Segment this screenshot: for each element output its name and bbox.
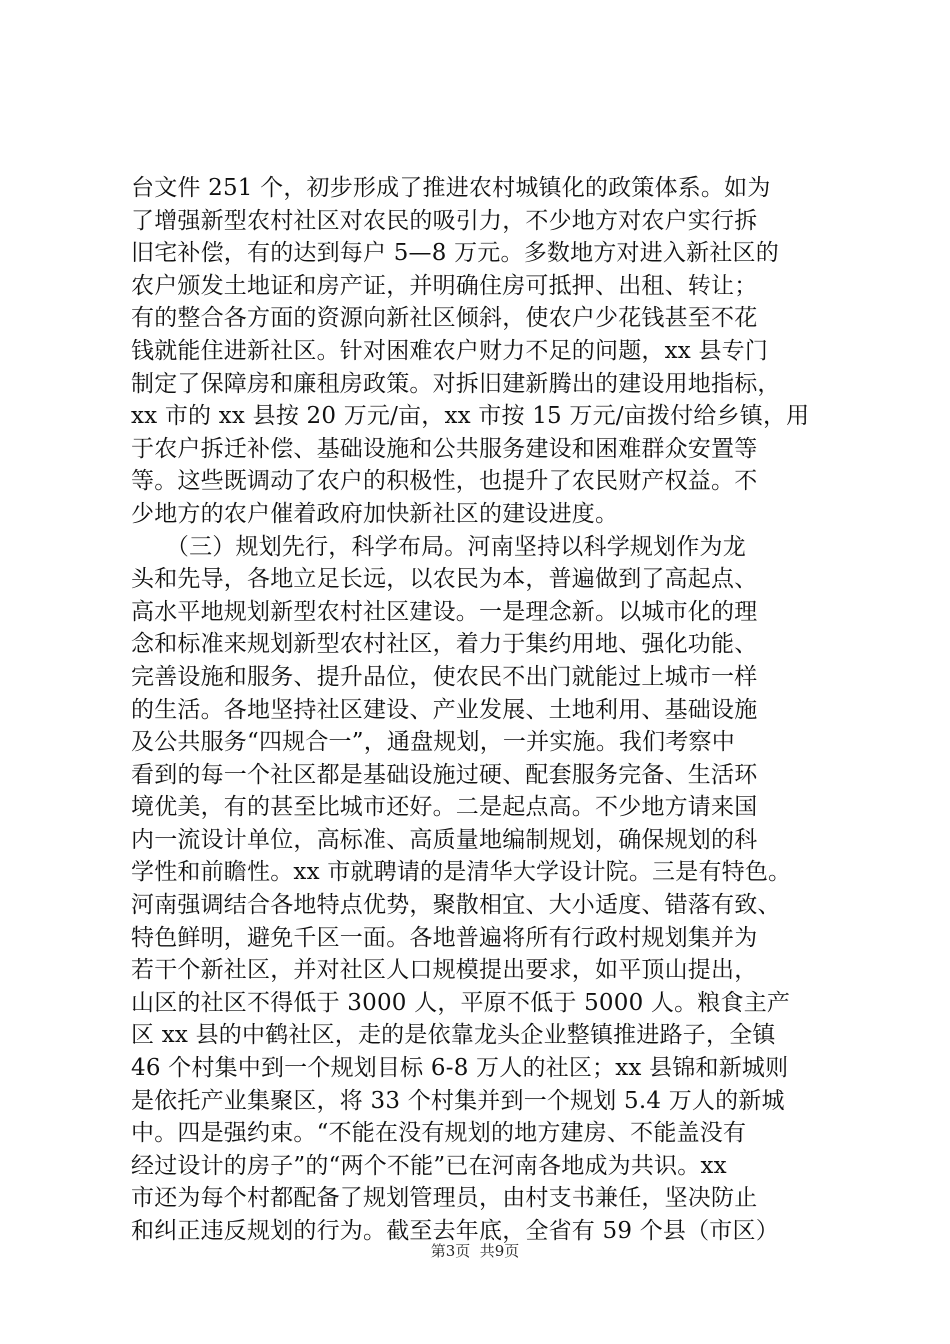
- text-line: 境优美，有的甚至比城市还好。二是起点高。不少地方请来国: [131, 794, 758, 821]
- text-line: 河南强调结合各地特点优势，聚散相宜、大小适度、错落有致、: [131, 892, 781, 919]
- text-line: 农户颁发土地证和房产证，并明确住房可抵押、出租、转让；: [131, 272, 758, 299]
- text-line: 中。四是强约束。“不能在没有规划的地方建房、不能盖没有: [131, 1120, 747, 1147]
- text-line: 山区的社区不得低于 3000 人，平原不低于 5000 人。粮食主产: [131, 989, 791, 1016]
- text-line: 学性和前瞻性。xx 市就聘请的是清华大学设计院。三是有特色。: [131, 859, 792, 886]
- text-line: 特色鲜明，避免千区一面。各地普遍将所有行政村规划集并为: [131, 924, 758, 951]
- text-line: 和纠正违反规划的行为。截至去年底，全省有 59 个县（市区）: [131, 1218, 779, 1244]
- text-line: 的生活。各地坚持社区建设、产业发展、土地利用、基础设施: [131, 696, 758, 723]
- text-line: 念和标准来规划新型农村社区，着力于集约用地、强化功能、: [131, 631, 758, 658]
- text-line: 若干个新社区，并对社区人口规模提出要求，如平顶山提出，: [131, 957, 758, 984]
- text-line: 完善设施和服务、提升品位，使农民不出门就能过上城市一样: [131, 663, 758, 690]
- page-footer: 第3页 共9页: [430, 1242, 520, 1260]
- text-line: 经过设计的房子”的“两个不能”已在河南各地成为共识。xx: [131, 1152, 727, 1179]
- text-line: 是依托产业集聚区，将 33 个村集并到一个规划 5.4 万人的新城: [131, 1087, 785, 1114]
- text-line: 于农户拆迁补偿、基础设施和公共服务建设和困难群众安置等: [131, 435, 758, 462]
- text-line: 46 个村集中到一个规划目标 6-8 万人的社区；xx 县锦和新城则: [131, 1055, 789, 1082]
- text-line: 少地方的农户催着政府加快新社区的建设进度。: [131, 500, 619, 527]
- text-line: 区 xx 县的中鹤社区，走的是依靠龙头企业整镇推进路子，全镇: [131, 1022, 776, 1049]
- text-line: xx 市的 xx 县按 20 万元/亩，xx 市按 15 万元/亩拨付给乡镇，用: [131, 403, 810, 430]
- text-line: 内一流设计单位，高标准、高质量地编制规划，确保规划的科: [131, 826, 758, 853]
- text-line: 市还为每个村都配备了规划管理员，由村支书兼任，坚决防止: [131, 1185, 758, 1212]
- text-line: 等。这些既调动了农户的积极性，也提升了农民财产权益。不: [131, 468, 758, 495]
- text-line: 及公共服务“四规合一”，通盘规划，一并实施。我们考察中: [131, 729, 735, 756]
- text-line: 高水平地规划新型农村社区建设。一是理念新。以城市化的理: [131, 598, 758, 625]
- text-line: 有的整合各方面的资源向新社区倾斜，使农户少花钱甚至不花: [131, 305, 758, 332]
- text-line: 旧宅补偿，有的达到每户 5—8 万元。多数地方对进入新社区的: [131, 240, 779, 267]
- text-line: （三）规划先行，科学布局。河南坚持以科学规划作为龙: [131, 533, 746, 560]
- body-text: [131, 172, 831, 1248]
- text-line: 制定了保障房和廉租房政策。对拆旧建新腾出的建设用地指标，: [131, 370, 781, 397]
- text-line: 钱就能住进新社区。针对困难农户财力不足的问题，xx 县专门: [131, 337, 769, 364]
- text-line: 台文件 251 个，初步形成了推进农村城镇化的政策体系。如为: [131, 175, 771, 201]
- text-line: 了增强新型农村社区对农民的吸引力，不少地方对农户实行拆: [131, 207, 758, 234]
- text-line: 头和先导，各地立足长远，以农民为本，普遍做到了高起点、: [131, 566, 758, 593]
- text-line: 看到的每一个社区都是基础设施过硬、配套服务完备、生活环: [131, 761, 758, 788]
